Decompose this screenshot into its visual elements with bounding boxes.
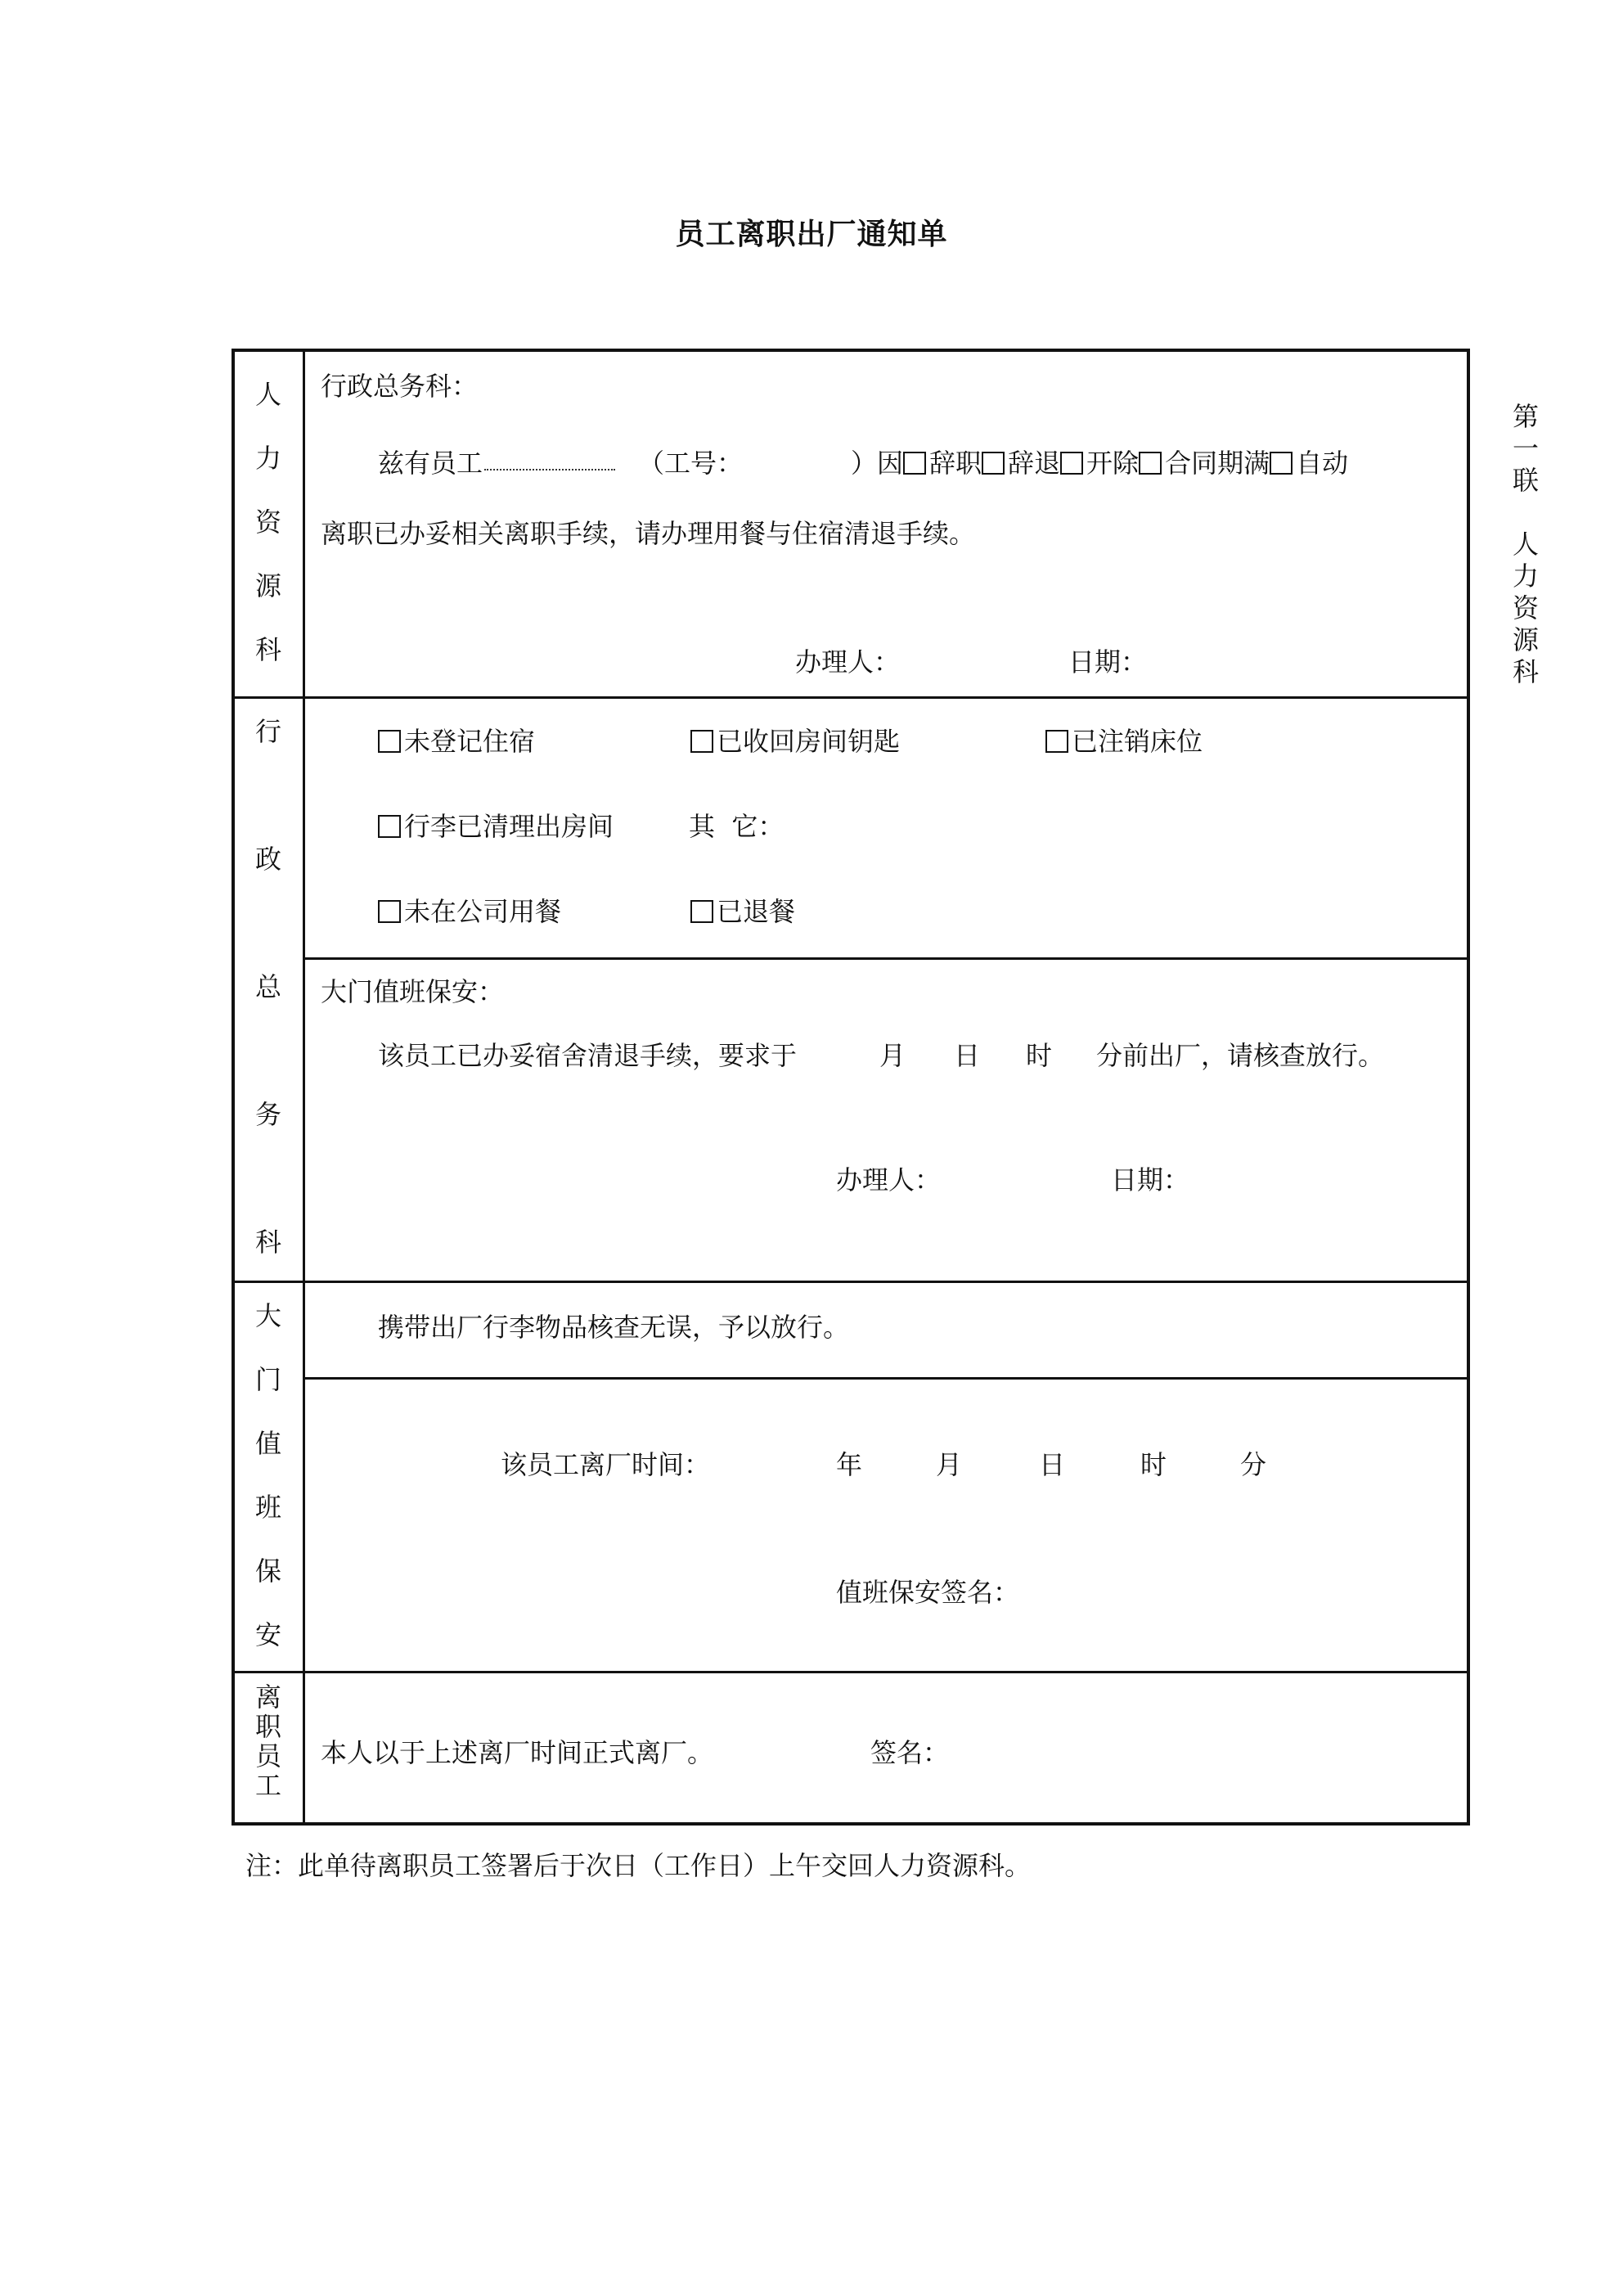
reason-line: ）因 辞职 辞退 开除 合同期满 自动 xyxy=(851,448,1349,479)
checkbox-no-dorm[interactable] xyxy=(378,730,401,753)
hr-date-label: 日期： xyxy=(1068,646,1148,678)
leave-minute: 分 xyxy=(1240,1449,1267,1480)
checkbox-key-returned[interactable] xyxy=(690,730,713,753)
check-key-returned: 已收回房间钥匙 xyxy=(690,725,900,758)
row-divider-guard xyxy=(233,1671,1468,1673)
row-divider-admin xyxy=(233,1281,1468,1283)
leave-month: 月 xyxy=(936,1449,963,1480)
leave-year: 年 xyxy=(836,1449,863,1480)
hr-notice-line-2: 离职已办妥相关离职手续，请办理用餐与住宿清退手续。 xyxy=(321,518,976,549)
admin-handler-label: 办理人： xyxy=(836,1164,942,1195)
leave-day: 日 xyxy=(1039,1449,1066,1480)
copy-label: 第 一 联 人 力 资 源 科 xyxy=(1512,401,1539,687)
release-end: 分前出厂，请核查放行。 xyxy=(1096,1040,1385,1071)
leave-hour: 时 xyxy=(1140,1449,1167,1480)
row-divider-guard-inner xyxy=(304,1377,1468,1380)
check-no-meals: 未在公司用餐 xyxy=(378,895,561,928)
release-month: 月 xyxy=(879,1040,906,1071)
document-title: 员工离职出厂通知单 xyxy=(675,218,948,251)
release-text: 该员工已办妥宿舍清退手续，要求于 xyxy=(378,1040,798,1071)
checkbox-expelled[interactable] xyxy=(1060,452,1083,475)
employee-section-label: 离 职 员 工 xyxy=(254,1681,281,1801)
check-luggage-cleared: 行李已清理出房间 xyxy=(378,810,614,843)
guard-addressee: 大门值班保安： xyxy=(321,976,505,1007)
guard-sign-label: 值班保安签名： xyxy=(836,1577,1020,1608)
checkbox-bed-cancelled[interactable] xyxy=(1045,730,1068,753)
checkbox-contract-expired[interactable] xyxy=(1139,452,1162,475)
check-meals-cancelled: 已退餐 xyxy=(690,895,795,928)
checkbox-voluntary[interactable] xyxy=(1270,452,1293,475)
other-label: 其 它： xyxy=(689,811,785,842)
hr-addressee: 行政总务科： xyxy=(321,371,479,402)
employee-name-field[interactable] xyxy=(484,469,615,470)
check-bed-cancelled: 已注销床位 xyxy=(1045,725,1203,758)
label-column-divider xyxy=(303,350,305,1824)
hr-handler-label: 办理人： xyxy=(795,646,901,678)
leave-time-label: 该员工离厂时间： xyxy=(501,1449,711,1480)
checkbox-resign[interactable] xyxy=(903,452,926,475)
row-divider-hr xyxy=(233,696,1468,699)
row-divider-admin-inner xyxy=(304,957,1468,960)
release-hour: 时 xyxy=(1026,1040,1053,1071)
employee-sign-label: 签名： xyxy=(870,1737,950,1768)
admin-section-label: 行 政 总 务 科 xyxy=(254,716,281,1258)
checkbox-meals-cancelled[interactable] xyxy=(690,900,713,923)
release-day: 日 xyxy=(954,1040,981,1071)
footnote: 注：此单待离职员工签署后于次日（工作日）上午交回人力资源科。 xyxy=(245,1850,1032,1881)
admin-date-label: 日期： xyxy=(1111,1164,1190,1195)
hr-section-label: 人 力 资 源 科 xyxy=(254,379,281,665)
checkbox-dismissed[interactable] xyxy=(982,452,1005,475)
hr-notice-line: 兹有员工 xyxy=(378,447,615,479)
guard-section-label: 大 门 值 班 保 安 xyxy=(254,1300,281,1650)
employee-statement: 本人以于上述离厂时间正式离厂。 xyxy=(321,1737,714,1768)
employee-id-label: （工号： xyxy=(638,448,744,479)
checkbox-luggage-cleared[interactable] xyxy=(378,815,401,838)
checkbox-no-meals[interactable] xyxy=(378,900,401,923)
check-no-dorm: 未登记住宿 xyxy=(378,725,535,758)
luggage-checked: 携带出厂行李物品核查无误，予以放行。 xyxy=(378,1312,850,1343)
